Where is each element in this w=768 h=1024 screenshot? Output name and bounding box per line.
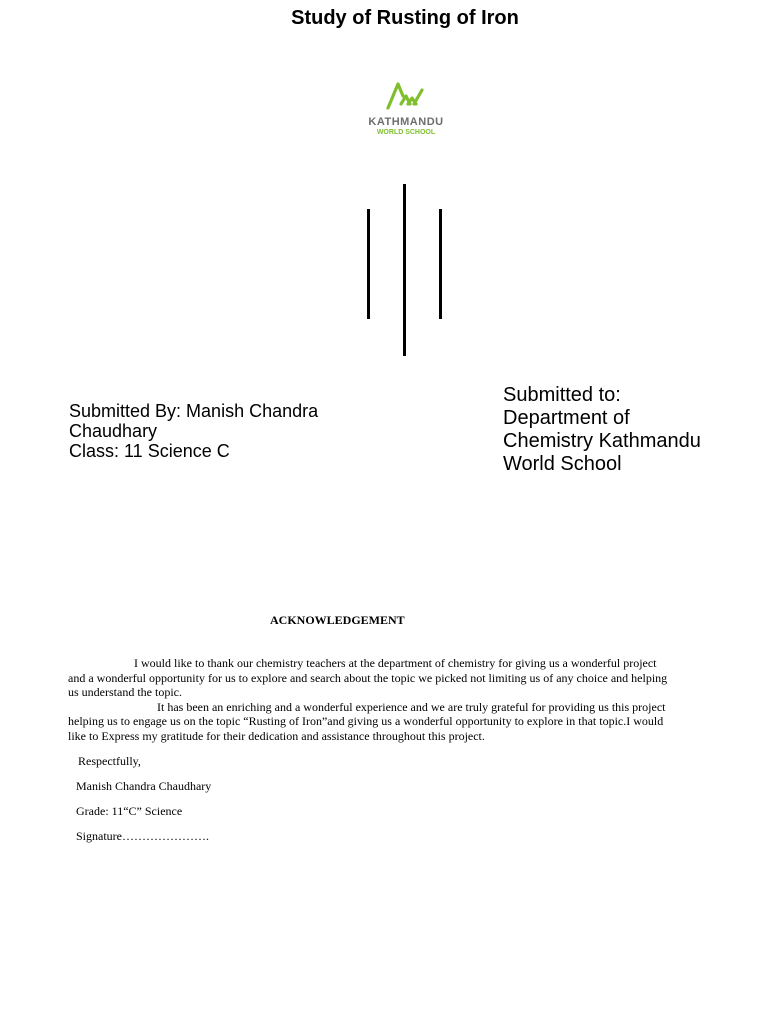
submitted-by-class: Class: 11 Science C — [69, 441, 230, 461]
submitted-to-block: Submitted to: Department of Chemistry Kathmandu World School — [503, 384, 701, 475]
acknowledgement-paragraph-1: I would like to thank our chemistry teachers at the department of chemistry for giving us a wonderful project and a wonderful opportunity for us to explore and search about the topic we picked not limiting us of any choice and helping us understand the topic. — [68, 656, 668, 699]
decorative-line-center — [403, 184, 406, 356]
kathmandu-world-school-logo-icon — [358, 78, 454, 114]
closing-grade: Grade: 11“C” Science — [76, 804, 183, 818]
acknowledgement-body — [68, 656, 668, 743]
closing-salutation: Respectfully, — [78, 754, 141, 768]
acknowledgement-heading: ACKNOWLEDGEMENT — [270, 613, 405, 627]
school-logo — [358, 78, 454, 144]
decorative-line-left — [367, 209, 370, 319]
closing-signature: Signature…………………. — [76, 829, 209, 843]
submitted-by-block — [69, 401, 349, 461]
page-title: Study of Rusting of Iron — [291, 7, 519, 29]
closing-name: Manish Chandra Chaudhary — [76, 779, 212, 793]
decorative-line-right — [439, 209, 442, 319]
submitted-by-name: Submitted By: Manish Chandra Chaudhary — [69, 401, 319, 441]
logo-subtitle: WORLD SCHOOL — [376, 129, 436, 136]
acknowledgement-paragraph-2: It has been an enriching and a wonderful experience and we are truly grateful for providing us this project helping us to engage us on the topic “Rusting of Iron”and giving us a wonderful opportunity to explore in that topic.I would like to Express my gratitude for their dedication and assistance throughout this project. — [68, 699, 666, 743]
logo-name: KATHMANDU — [368, 116, 444, 128]
